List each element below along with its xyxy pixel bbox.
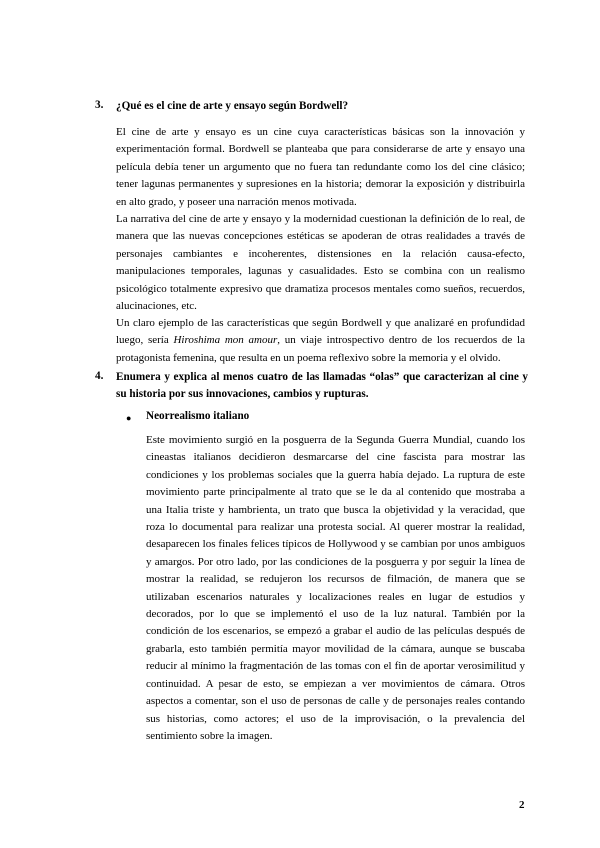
- section-3-paragraph-1: El cine de arte y ensayo es un cine cuya características básicas son la innovación y experimentación formal. Bordwell se planteaba que para considerarse de arte y ensayo una película debía tener un argumento que no fuera tan redundante como los del cine clásico; tener lagunas permanentes y supresiones en la historia; demorar la exposición y distribuirla en alto grado, y poseer una narración menos motivada.: [116, 126, 525, 208]
- neorrealismo-paragraph: Este movimiento surgió en la posguerra de la Segunda Guerra Mundial, cuando los cineastas italianos decidieron desmarcarse del cine fascista para mostrar las condiciones y los problemas sociales que la guerra había dejado. La ruptura de este movimiento parte principalmente al trato que se le da al contenido que mostraba a una Italia triste y hambrienta, un trato que busca la objetividad y la veracidad, que roza lo documental para realizar una protesta social. Al querer mostrar la realidad, desaparecen los finales felices típicos de Hollywood y se cambian por unos ambiguos y amargos. Por otro lado, por las condiciones de la posguerra y por seguir la línea de mostrar la realidad, se redujeron los recursos de filmación, de manera que se utilizaban escenarios naturales y localizaciones reales en lugar de estudios y decorados, por lo que se implementó el uso de la luz natural. También por la condición de los escenarios, se empezó a grabar el audio de las películas después de grabarla, esto también permitía mayor movilidad de la cámara, aunque se buscaba reducir al mínimo la fragmentación de las tomas con el fin de aportar verosimilitud y continuidad. A pesar de esto, se empiezan a ver movimientos de cámara. Otros aspectos a comentar, son el uso de personas de calle y de personajes reales contando sus historias, como actores; el uso de la improvisación, o la prevalencia del sentimiento sobre la imagen.: [146, 434, 525, 742]
- section-4-title: Enumera y explica al menos cuatro de las llamadas “olas” que caracterizan al cine y su historia por sus innovaciones, cambios y rupturas.: [116, 371, 528, 400]
- page-number: 2: [519, 799, 525, 811]
- paragraph-3-text-before: Un claro ejemplo de las características que según Bordwell y que analizaré en profundidad luego, sería: [116, 317, 525, 347]
- section-3-title: ¿Qué es el cine de arte y ensayo según Bordwell?: [116, 100, 349, 112]
- section-4-number: 4.: [95, 370, 104, 382]
- section-3-number: 3.: [95, 99, 104, 111]
- section-3-paragraph-2: La narrativa del cine de arte y ensayo y la modernidad cuestionan la definición de lo real, de manera que las nuevas concepciones estéticas se apoderan de otras realidades a través de personajes cambiantes e incoherentes, distensiones en la relación causa-efecto, manipulaciones temporales, lagunas y casualidades. Esto se combina con un realismo psicológico totalmente expresivo que dramatiza procesos mentales como sueños, recuerdos, alucinaciones, etc.: [116, 213, 525, 313]
- neorrealismo-heading: Neorrealismo italiano: [146, 410, 250, 422]
- film-title-hiroshima: Hiroshima mon amour: [173, 334, 278, 347]
- section-3-paragraph-3: [116, 315, 525, 367]
- bullet-icon: ●: [126, 413, 132, 423]
- paragraph-3-text-after: , un viaje introspectivo dentro de los recuerdos de la protagonista femenina, que resulta en un poema reflexivo sobre la memoria y el olvido.: [116, 334, 525, 364]
